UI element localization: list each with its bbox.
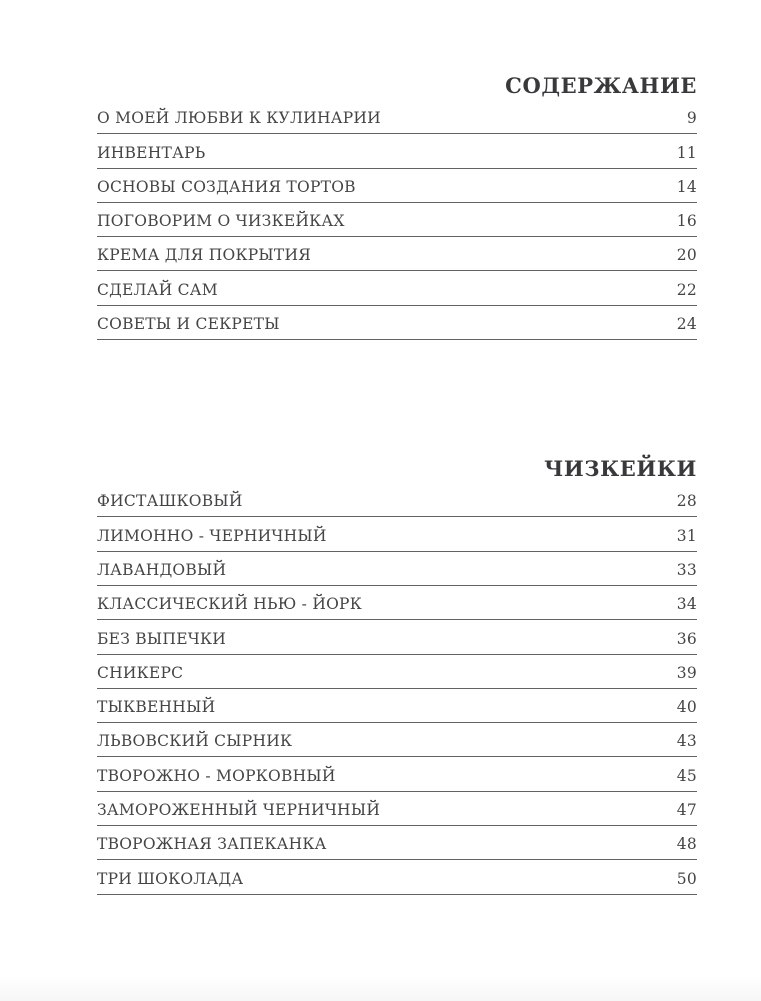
toc-entry-page: 40	[676, 698, 697, 717]
toc-entry-page: 39	[676, 663, 697, 682]
toc-entry-page: 20	[676, 246, 697, 265]
toc-entry-page: 48	[676, 835, 697, 854]
toc-entry-label: ФИСТАШКОВЫЙ	[97, 492, 243, 511]
toc-entry-page: 50	[676, 869, 697, 888]
toc-entry-page: 36	[676, 629, 697, 648]
toc-entry	[97, 689, 697, 723]
toc-entry-label: ЗАМОРОЖЕННЫЙ ЧЕРНИЧНЫЙ	[97, 801, 381, 820]
toc-list	[97, 483, 697, 895]
section-title-1: СОДЕРЖАНИЕ	[505, 73, 697, 98]
toc-entry-page: 33	[676, 560, 697, 579]
toc-entry	[97, 134, 697, 168]
toc-entry-label: ТРИ ШОКОЛАДА	[97, 869, 244, 888]
toc-entry-label: О МОЕЙ ЛЮБВИ К КУЛИНАРИИ	[97, 109, 381, 128]
toc-entry-label: ИНВЕНТАРЬ	[97, 143, 206, 162]
toc-entry-label: ЛЬВОВСКИЙ СЫРНИК	[97, 732, 293, 751]
toc-entry-label: СДЕЛАЙ САМ	[97, 280, 218, 299]
toc-entry	[97, 620, 697, 654]
toc-entry	[97, 483, 697, 517]
toc-entry-label: ТВОРОЖНАЯ ЗАПЕКАНКА	[97, 835, 327, 854]
toc-entry-page: 45	[676, 766, 697, 785]
toc-entry	[97, 723, 697, 757]
toc-entry-label: БЕЗ ВЫПЕЧКИ	[97, 629, 227, 648]
section-title-2: ЧИЗКЕЙКИ	[544, 456, 697, 482]
toc-entry-page: 28	[676, 492, 697, 511]
toc-section	[97, 457, 697, 895]
toc-entry	[97, 169, 697, 203]
toc-entry-label: ТВОРОЖНО - МОРКОВНЫЙ	[97, 766, 336, 785]
toc-entry	[97, 757, 697, 791]
toc-entry-page: 16	[676, 212, 697, 231]
toc-entry-page: 34	[676, 595, 697, 614]
toc-entry	[97, 271, 697, 305]
toc-sections	[97, 0, 697, 895]
toc-entry-label: ТЫКВЕННЫЙ	[97, 698, 216, 717]
toc-entry-label: СНИКЕРС	[97, 663, 184, 682]
toc-list	[97, 100, 697, 340]
toc-entry	[97, 517, 697, 551]
toc-entry-label: СОВЕТЫ И СЕКРЕТЫ	[97, 315, 280, 334]
toc-entry-label: ЛАВАНДОВЫЙ	[97, 560, 227, 579]
toc-content	[97, 0, 697, 895]
toc-entry-page: 9	[686, 109, 697, 128]
toc-entry	[97, 306, 697, 340]
toc-entry	[97, 237, 697, 271]
toc-entry	[97, 655, 697, 689]
toc-entry	[97, 792, 697, 826]
toc-entry-page: 43	[676, 732, 697, 751]
toc-entry-page: 47	[676, 801, 697, 820]
toc-entry	[97, 203, 697, 237]
toc-entry-label: ОСНОВЫ СОЗДАНИЯ ТОРТОВ	[97, 177, 356, 196]
toc-entry-page: 11	[676, 143, 697, 162]
toc-section	[97, 0, 697, 340]
toc-entry	[97, 586, 697, 620]
toc-entry-label: ЛИМОННО - ЧЕРНИЧНЫЙ	[97, 526, 327, 545]
toc-entry-label: ПОГОВОРИМ О ЧИЗКЕЙКАХ	[97, 212, 345, 231]
toc-entry-label: КРЕМА ДЛЯ ПОКРЫТИЯ	[97, 246, 312, 265]
toc-entry	[97, 860, 697, 894]
toc-entry-page: 31	[676, 526, 697, 545]
toc-entry	[97, 100, 697, 134]
toc-entry-page: 22	[676, 280, 697, 299]
toc-entry-page: 14	[676, 177, 697, 196]
toc-entry	[97, 826, 697, 860]
toc-entry-label: КЛАССИЧЕСКИЙ НЬЮ - ЙОРК	[97, 595, 362, 614]
toc-entry-page: 24	[676, 315, 697, 334]
toc-entry	[97, 552, 697, 586]
